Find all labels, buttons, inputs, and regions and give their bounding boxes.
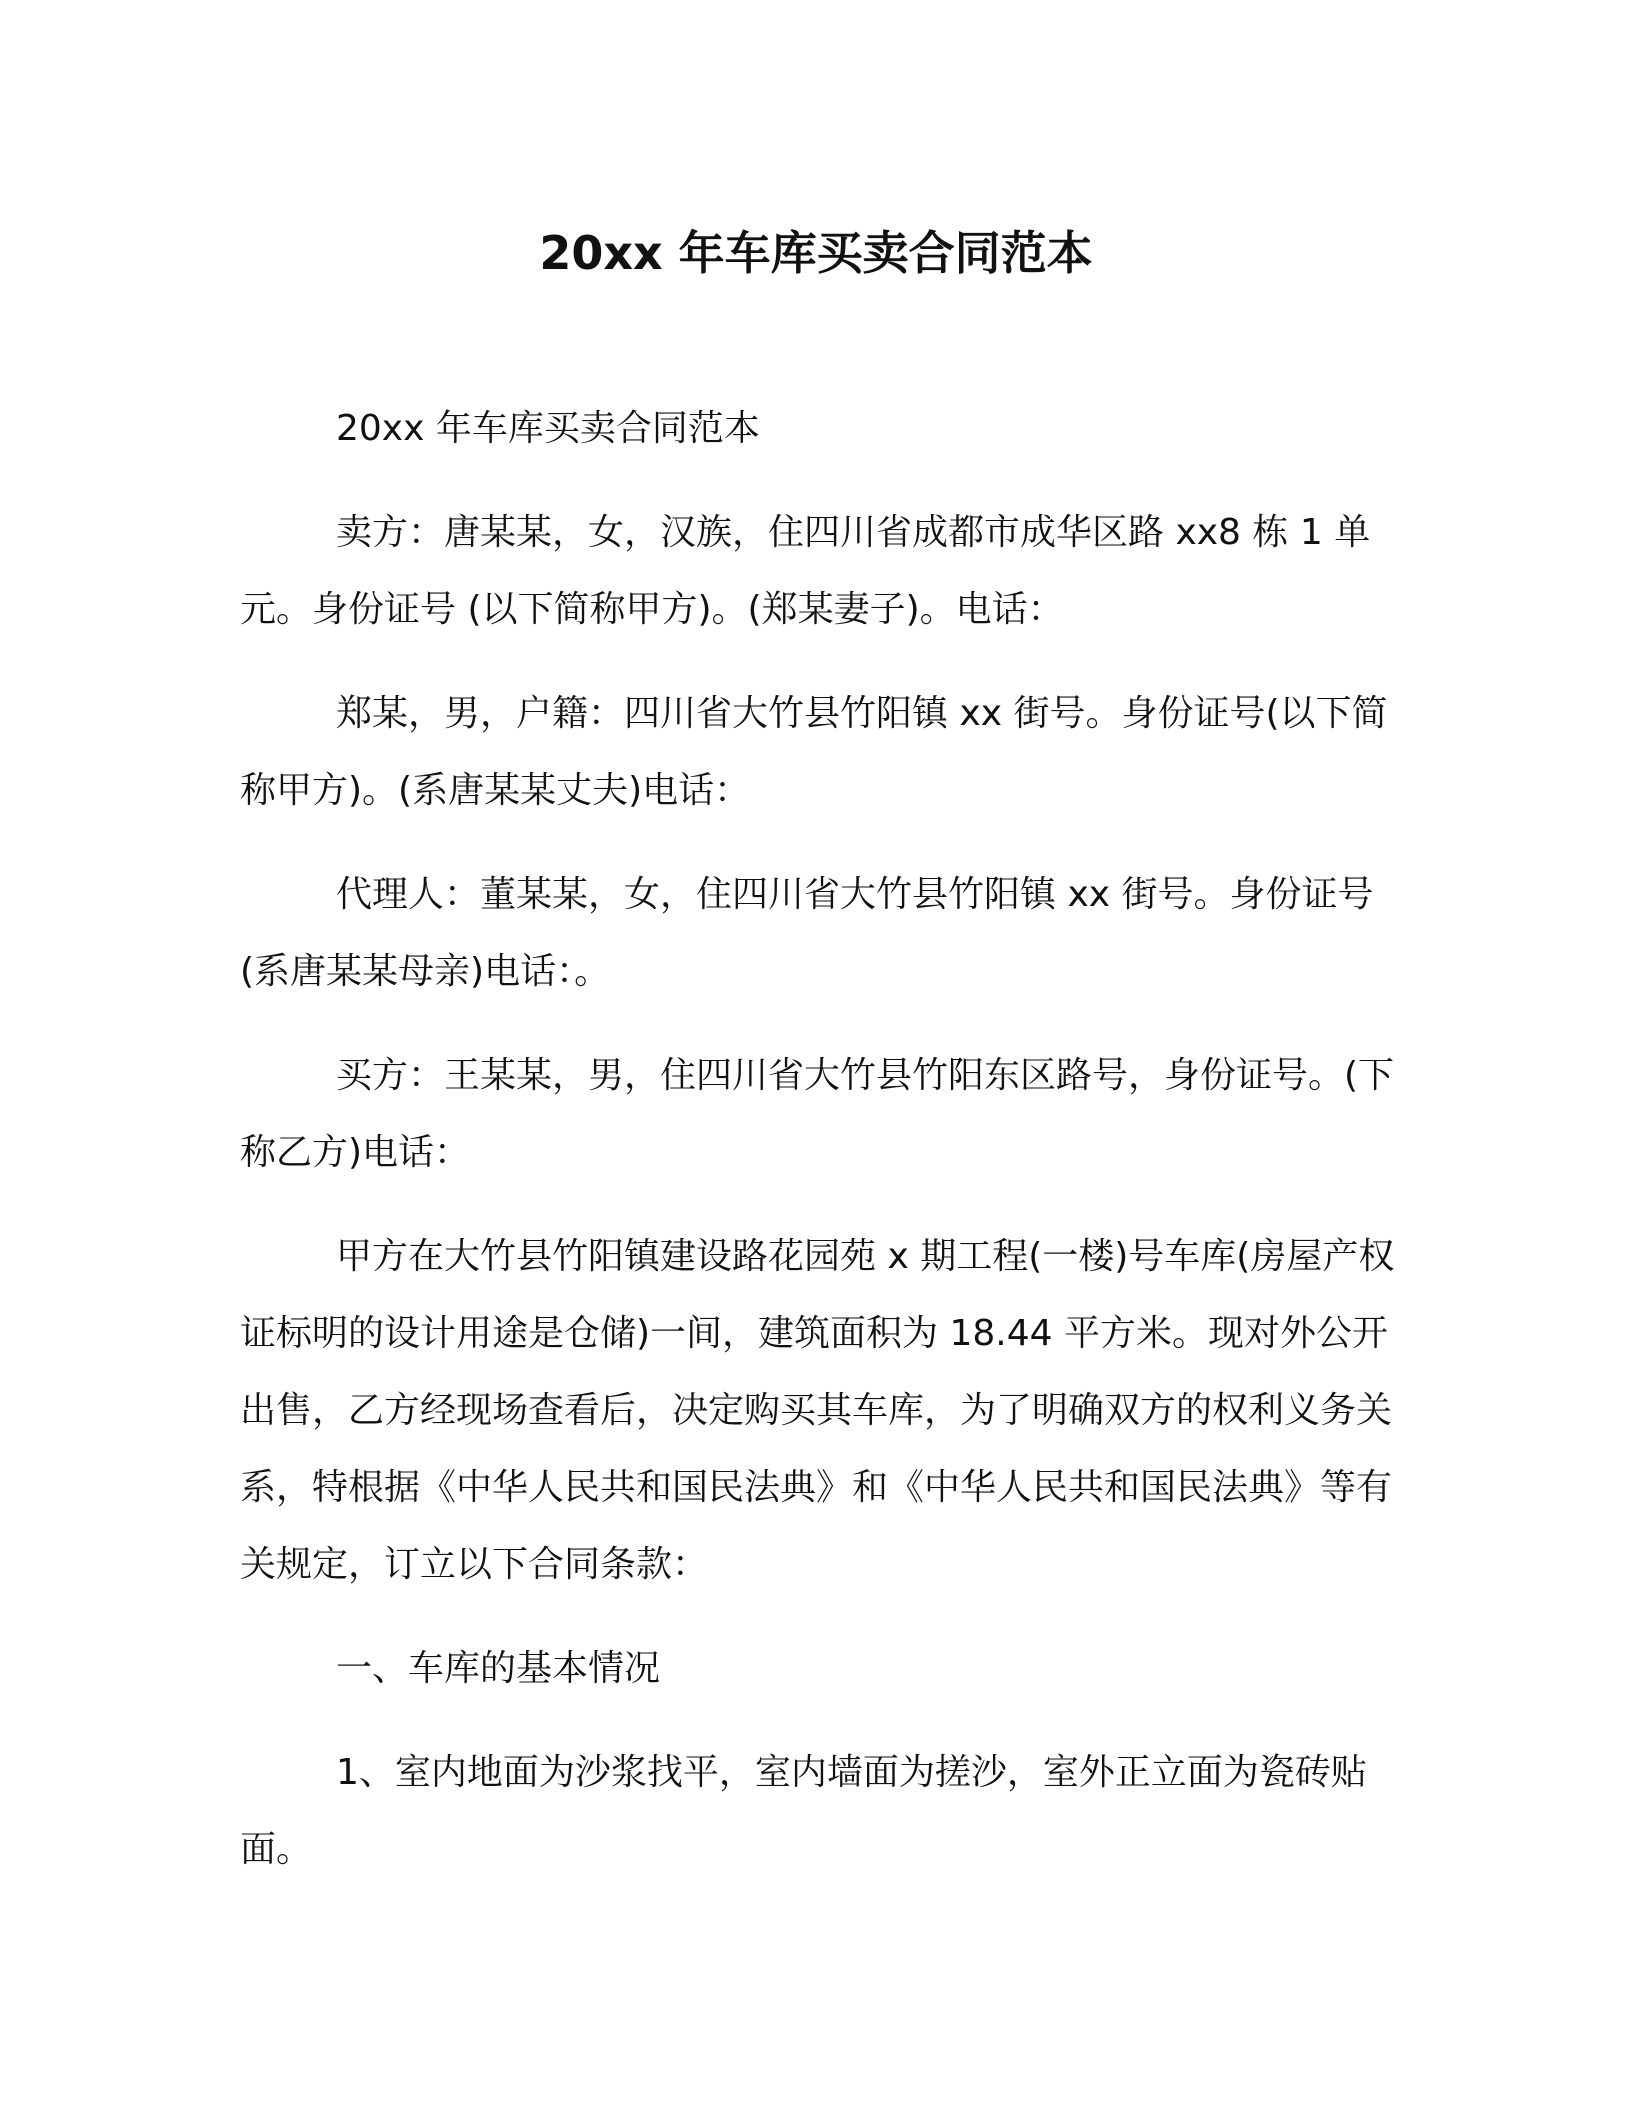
document-body xyxy=(240,390,1400,1915)
paragraph-buyer: 买方：王某某，男，住四川省大竹县竹阳东区路号，身份证号。(下称乙方)电话： xyxy=(240,1055,1395,1173)
document-title: 20xx 年车库买卖合同范本 xyxy=(539,226,1093,280)
paragraph-seller: 卖方：唐某某，女，汉族，住四川省成都市成华区路 xx8 栋 1 单元。身份证号 (以下简称甲方)。(郑某妻子)。电话： xyxy=(240,512,1371,630)
paragraph-agent: 代理人：董某某，女，住四川省大竹县竹阳镇 xx 街号。身份证号(系唐某某母亲)电话：。 xyxy=(240,874,1374,992)
paragraph-subtitle: 20xx 年车库买卖合同范本 xyxy=(336,408,760,449)
paragraph-seller-spouse: 郑某，男，户籍：四川省大竹县竹阳镇 xx 街号。身份证号(以下简称甲方)。(系唐某某丈夫)电话： xyxy=(240,693,1388,811)
paragraph-clause-1: 1、室内地面为沙浆找平，室内墙面为搓沙，室外正立面为瓷砖贴面。 xyxy=(240,1752,1367,1870)
paragraph-preamble: 甲方在大竹县竹阳镇建设路花园苑 x 期工程(一楼)号车库(房屋产权证标明的设计用途是仓储)一间，建筑面积为 18.44 平方米。现对外公开出售，乙方经现场查看后，决定购买其车库，为了明确双方的权利义务关系，特根据《中华人民共和国民法典》和《中华人民共和国民法典》等有关规定，订立以下合同条款： xyxy=(240,1236,1395,1585)
section-heading-basic-info: 一、车库的基本情况 xyxy=(336,1648,661,1689)
